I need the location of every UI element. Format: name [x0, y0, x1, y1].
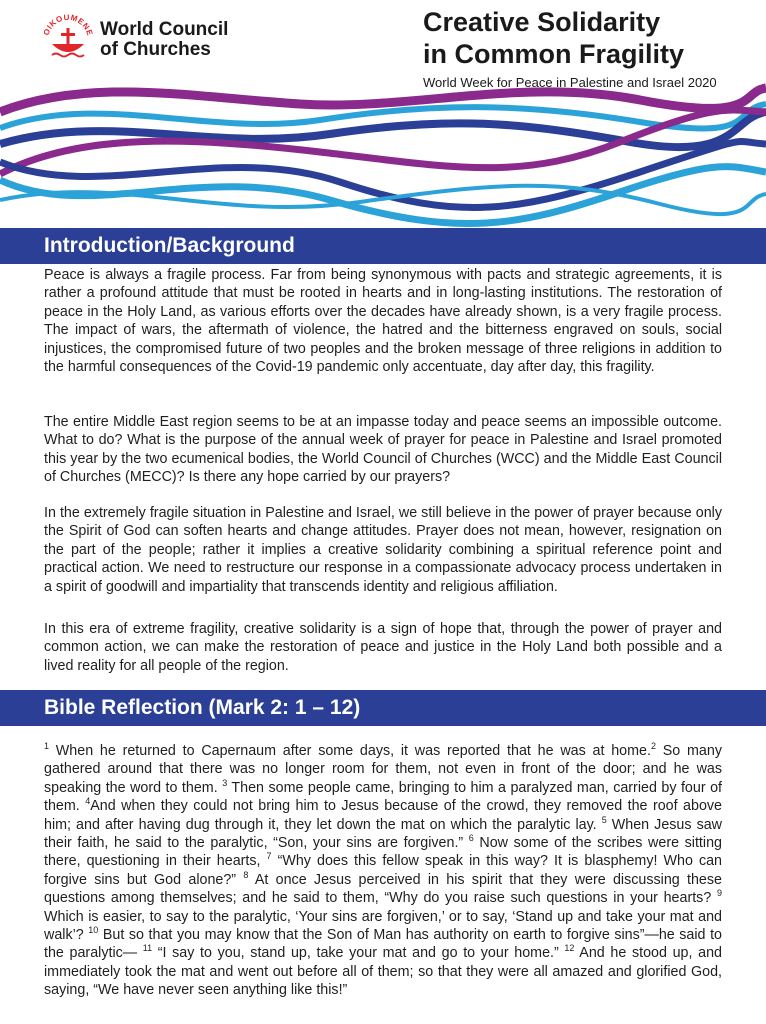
intro-paragraph-4: In this era of extreme fragility, creative solidarity is a sign of hope that, through the power of prayer and common action, we can make the restoration of peace and justice in the Holy Land both possible and a lived reality for all people of the region.	[44, 621, 722, 674]
verse-number: 7	[266, 851, 272, 862]
verse-text: Now some of the scribes were sitting there, questioning in their hearts,	[44, 835, 722, 870]
title-line2: in Common Fragility	[423, 39, 685, 69]
intro-paragraph-2: The entire Middle East region seems to be at an impasse today and peace seems an impossible outcome. What to do? What is the purpose of the annual week of prayer for peace in Palestine and Israel promoted this year by the two ecumenical bodies, the World Council of Churches (WCC) and the Middle East Council of Churches (MECC)? Is there any hope carried by our prayers?	[44, 414, 722, 486]
document-title	[423, 6, 684, 70]
document-subtitle: World Week for Peace in Palestine and Israel 2020	[423, 75, 717, 90]
verse-number: 3	[222, 778, 228, 789]
organization-name	[100, 20, 228, 60]
verse-number: 8	[243, 870, 249, 881]
verse-number: 12	[564, 943, 575, 954]
verse-text: When he returned to Capernaum after some days, it was reported that he was at home.	[49, 743, 651, 759]
bible-reflection-heading: Bible Reflection (Mark 2: 1 – 12)	[44, 696, 361, 719]
verse-text: But so that you may know that the Son of Man has authority on earth to forgive sins”—he said to the paralytic—	[44, 927, 722, 962]
introduction-heading: Introduction/Background	[44, 234, 295, 257]
section-heading-introduction	[0, 228, 766, 264]
wave-cyan-thin	[0, 186, 766, 214]
verse-text: At once Jesus perceived in his spirit that they were discussing these questions among themselves; and he said to them, “Why do you raise such questions in your hearts?	[44, 871, 722, 907]
oikoumene-emblem-icon	[40, 10, 96, 66]
verse-number: 2	[650, 741, 656, 752]
verse-number: 11	[142, 943, 153, 954]
org-name-line2: of Churches	[100, 39, 211, 60]
wcc-logo	[40, 10, 240, 66]
verse-text: Which is easier, to say to the paralytic, ‘Your sins are forgiven,’ or to say, ‘Stand up and take your mat and walk’?	[44, 908, 722, 944]
verse-text: When Jesus saw their faith, he said to the paralytic, “Son, your sins are forgiven.”	[44, 816, 722, 852]
verse-number: 4	[85, 796, 91, 807]
verse-number: 10	[88, 925, 99, 936]
verse-number: 1	[44, 741, 50, 752]
verse-text: So many gathered around that there was no longer room for them, not even in front of the door; and he was speaking the word to them.	[44, 743, 722, 796]
title-line1: Creative Solidarity	[423, 7, 661, 37]
org-name-line1: World Council	[100, 19, 229, 40]
verse-text: “Why does this fellow speak in this way? It is blasphemy! Who can forgive sins but God alone?”	[44, 853, 722, 888]
verse-number: 9	[716, 888, 722, 899]
intro-paragraph-1: Peace is always a fragile process. Far from being synonymous with pacts and strategic agreements, it is rather a profound attitude that must be rooted in hearts and in long-lasting institutions. The restoration of peace in the Holy Land, as various efforts over the decades have already shown, is a very fragile process. The impact of wars, the aftermath of violence, the hatred and the bitterness engraved on souls, social injustices, the compromised future of two peoples and the broken message of three religions in addition to the harmful consequences of the Covid-19 pandemic only accentuate, day after day, this fragility.	[44, 267, 722, 376]
bible-passage	[44, 742, 722, 1000]
section-heading-bible-reflection	[0, 690, 766, 726]
verse-text: “I say to you, stand up, take your mat and go to your home.”	[152, 945, 565, 962]
verse-text: And when they could not bring him to Jesus because of the crowd, they removed the roof above him; and after having dug through it, they let down the mat on which the paralytic lay.	[44, 798, 723, 833]
verse-number: 6	[468, 833, 474, 844]
verse-text: Then some people came, bringing to him a paralyzed man, carried by four of them.	[44, 779, 722, 815]
intro-paragraph-3: In the extremely fragile situation in Palestine and Israel, we still believe in the power of prayer because only the Spirit of God can soften hearts and change attitudes. Prayer does not mean, however, resignation on the part of the people; rather it implies a creative solidarity combining a spiritual reference point and practical action. We need to restructure our response in a compassionate advocacy process undertaken in a spirit of goodwill and impartiality that transcends identity and religious affiliation.	[44, 505, 722, 595]
decorative-waves	[0, 82, 766, 228]
verse-number: 5	[601, 814, 607, 825]
verse-text: And he stood up, and immediately took the mat and went out before all of them; so that they were all amazed and glorified God, saying, “We have never seen anything like this!”	[44, 945, 722, 999]
logo-ring-text: OIKOUMENE	[41, 12, 95, 37]
wave-purple-top	[0, 88, 766, 112]
